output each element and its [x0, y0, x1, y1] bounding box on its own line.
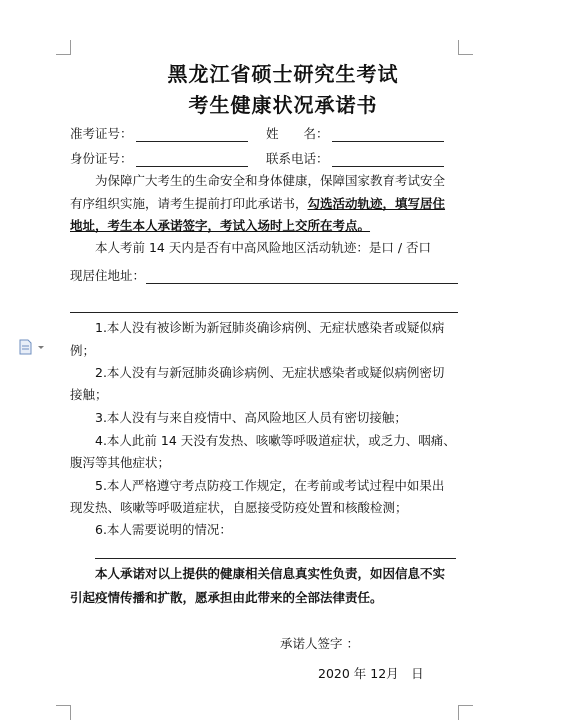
pledge-line-1: 本人承诺对以上提供的健康相关信息真实性负责，如因信息不实	[95, 566, 446, 581]
crop-mark-bottom-right	[458, 705, 473, 720]
document-title: 黑龙江省硕士研究生考试	[167, 62, 399, 86]
crop-mark-bottom-left	[56, 705, 71, 720]
phone-label: 联系电话：	[266, 151, 329, 166]
name-label: 姓 名：	[266, 126, 329, 141]
date-text: 2020 年 12月 日	[318, 666, 424, 681]
id-number-label: 身份证号：	[70, 151, 133, 166]
address-line-2[interactable]	[70, 312, 458, 313]
item-5-line-1: 5.本人严格遵守考点防疫工作规定，在考前或考试过程中如果出	[95, 478, 445, 493]
crop-mark-top-left	[56, 40, 71, 55]
intro-line-2: 有序组织实施，请考生提前打印此承诺书，勾选活动轨迹，填写居住	[70, 196, 446, 211]
address-label: 现居住地址：	[70, 268, 146, 283]
document-icon[interactable]	[18, 339, 46, 355]
intro-line-3: 地址，考生本人承诺签字，考试入场时上交所在考点。	[70, 218, 371, 233]
item-1-line-1: 1.本人没有被诊断为新冠肺炎确诊病例、无症状感染者或疑似病	[95, 320, 445, 335]
document-subtitle: 考生健康状况承诺书	[188, 93, 378, 117]
item-4-line-2: 腹泻等其他症状；	[70, 455, 171, 470]
explanation-line[interactable]	[95, 558, 456, 559]
item-2-line-1: 2.本人没有与新冠肺炎确诊病例、无症状感染者或疑似病例密切	[95, 365, 445, 380]
item-3: 3.本人没有与来自疫情中、高风险地区人员有密切接触；	[95, 410, 407, 425]
exam-number-line[interactable]	[136, 141, 248, 142]
exam-number-label: 准考证号：	[70, 126, 133, 141]
item-5-line-2: 现发热、咳嗽等呼吸道症状，自愿接受防疫处置和核酸检测；	[70, 500, 408, 515]
item-4-line-1: 4.本人此前 14 天没有发热、咳嗽等呼吸道症状，或乏力、咽痛、	[95, 433, 456, 448]
pledge-line-2: 引起疫情传播和扩散，愿承担由此带来的全部法律责任。	[70, 590, 383, 605]
intro-line-1: 为保障广大考生的生命安全和身体健康，保障国家教育考试安全	[95, 173, 446, 188]
crop-mark-top-right	[458, 40, 473, 55]
name-line[interactable]	[332, 141, 444, 142]
item-6: 6.本人需要说明的情况：	[95, 522, 232, 537]
phone-line[interactable]	[332, 166, 444, 167]
item-1-line-2: 例；	[70, 343, 96, 358]
item-2-line-2: 接触；	[70, 387, 108, 402]
trajectory-question: 本人考前 14 天内是否有中高风险地区活动轨迹：是口 / 否口	[95, 240, 432, 255]
signature-label: 承诺人签字 ：	[280, 636, 359, 651]
address-line-1[interactable]	[146, 283, 458, 284]
id-number-line[interactable]	[136, 166, 248, 167]
